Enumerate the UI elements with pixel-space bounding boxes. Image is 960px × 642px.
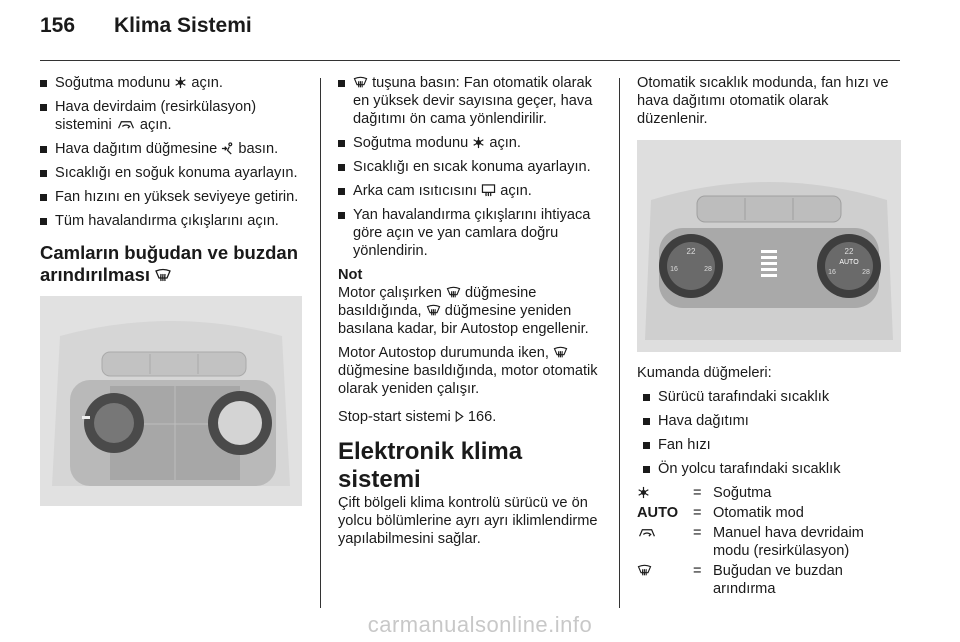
section-heading: Elektronik klima sistemi	[338, 438, 523, 493]
snowflake-icon	[637, 486, 650, 499]
snowflake-icon	[472, 136, 485, 149]
defrost-icon	[426, 304, 441, 317]
legend-row: = Buğudan ve buzdan arındırma	[637, 562, 901, 598]
recirculation-icon	[116, 118, 136, 131]
legend-row: = Manuel hava devridaim modu (resirkülasyon)	[637, 524, 901, 560]
air-distribution-icon	[221, 142, 234, 155]
snowflake-icon	[174, 76, 187, 89]
list-item: Fan hızını en yüksek seviyeye getirin.	[40, 188, 308, 206]
list-item: Hava devirdaim (resirkülasyon) sistemini açın.	[40, 98, 308, 134]
page-title: Klima Sistemi	[114, 14, 252, 37]
watermark: carmanualsonline.info	[367, 612, 593, 637]
defrost-icon	[353, 76, 368, 89]
recirculation-icon	[637, 526, 657, 539]
list-item: Yan havalandırma çıkışlarını ihtiyaca göre açın ve yan camlara doğru yönlendirin.	[338, 206, 608, 260]
right-display-max: 28	[862, 269, 870, 276]
legend-row: = Soğutma	[637, 484, 901, 502]
list-item: tuşuna basın: Fan otomatik olarak en yüksek devir sayısına geçer, hava dağıtımı ön cama yönlendirilir.	[338, 74, 608, 128]
list-item: Sürücü tarafındaki sıcaklık	[643, 388, 901, 406]
column-1	[40, 74, 308, 506]
subheading: Camların buğudan ve buzdan arındırılması	[40, 242, 298, 285]
defrost-icon	[155, 268, 171, 283]
list-item: Arka cam ısıtıcısını açın.	[338, 182, 608, 200]
note-paragraph-2: Motor Autostop durumunda iken, düğmesine basıldığında, motor otomatik olarak yeniden çalışır.	[338, 345, 598, 397]
left-display-top: 22	[686, 247, 696, 256]
list-item: Hava dağıtım düğmesine basın.	[40, 140, 308, 158]
page-reference-arrow-icon	[455, 410, 464, 423]
note-heading: Not	[338, 267, 363, 283]
section-paragraph: Çift bölgeli klima kontrolü sürücü ve ön yolcu bölümlerine ayrı ayrı iklimlendirme yapılabilmesini sağlar.	[338, 495, 598, 547]
list-item: Sıcaklığı en soğuk konuma ayarlayın.	[40, 164, 308, 182]
list-item: Hava dağıtımı	[643, 412, 901, 430]
auto-mode-intro: Otomatik sıcaklık modunda, fan hızı ve hava dağıtımı otomatik olarak düzenlenir.	[637, 75, 889, 127]
note-paragraph-1: Motor çalışırken düğmesine basıldığında, düğmesine yeniden basılana kadar, bir Autostop engellenir.	[338, 285, 589, 337]
auto-label: AUTO	[637, 505, 679, 521]
list-item: Tüm havalandırma çıkışlarını açın.	[40, 212, 308, 230]
electronic-climate-panel-photo	[637, 140, 901, 352]
legend	[637, 484, 901, 598]
controls-heading: Kumanda düğmeleri:	[637, 365, 772, 381]
list-item: Soğutma modunu açın.	[338, 134, 608, 152]
list-item: Fan hızı	[643, 436, 901, 454]
list-item: Sıcaklığı en sıcak konuma ayarlayın.	[338, 158, 608, 176]
defrost-icon	[637, 564, 652, 577]
climate-panel-photo	[40, 296, 302, 506]
list-item: Soğutma modunu açın.	[40, 74, 308, 92]
defrost-icon	[446, 286, 461, 299]
legend-row: AUTO = Otomatik mod	[637, 505, 804, 521]
left-display-max: 28	[704, 266, 712, 273]
column-divider-1	[320, 78, 321, 608]
right-display-auto: AUTO	[839, 259, 859, 266]
page-reference[interactable]: 166.	[467, 409, 497, 425]
rear-window-heater-icon	[481, 184, 496, 197]
column-3	[637, 74, 901, 600]
column-2	[338, 74, 608, 554]
right-display-min: 16	[828, 269, 836, 276]
defrost-icon	[553, 346, 568, 359]
left-display-min: 16	[670, 266, 678, 273]
header-rule	[40, 60, 900, 61]
stop-start-reference: Stop-start sistemi 166.	[338, 409, 497, 425]
panel-image	[40, 296, 302, 506]
list-item: Ön yolcu tarafındaki sıcaklık	[643, 460, 901, 478]
column-divider-2	[619, 78, 620, 608]
right-display-top: 22	[844, 247, 854, 256]
page-number: 156	[40, 14, 76, 37]
panel-image	[637, 140, 901, 352]
